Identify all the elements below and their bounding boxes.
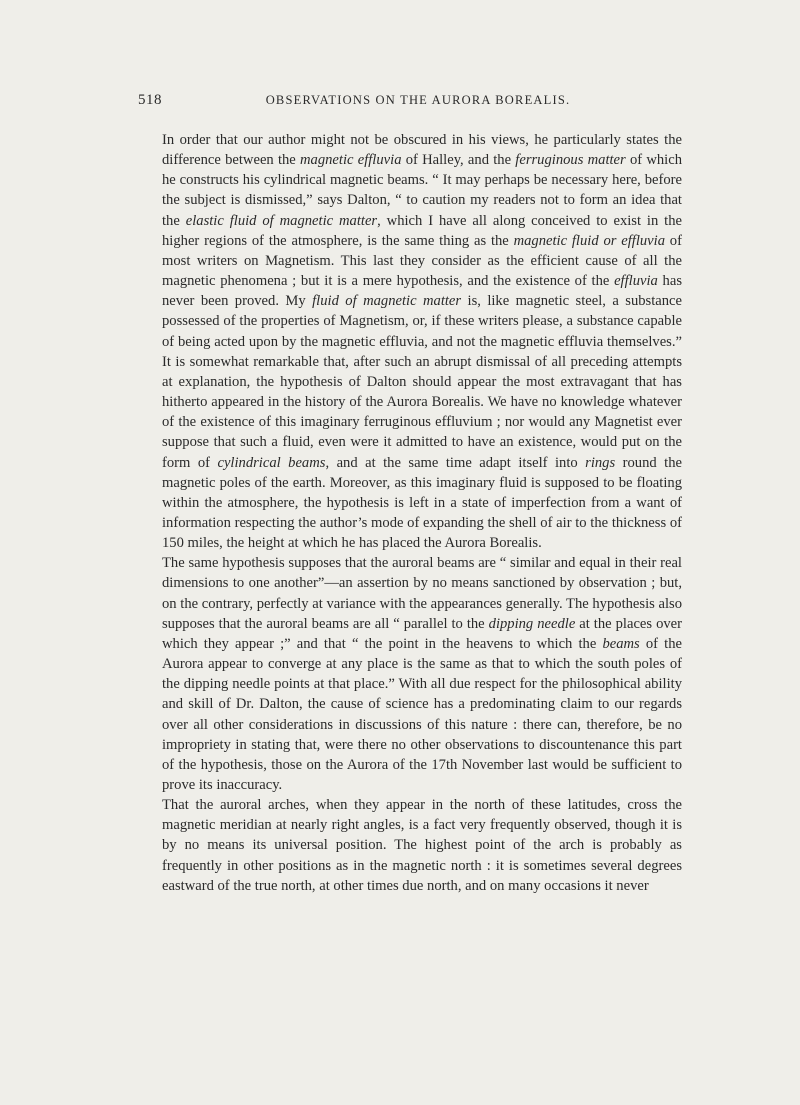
text-run: , which I have all along conceived to exist in the higher regions of the atmosphere, is the same thing as the — [162, 212, 682, 249]
text-run: has never been proved. My — [162, 273, 683, 310]
running-head: OBSERVATIONS ON THE AURORA BOREALIS. — [265, 93, 571, 107]
page-number: 518 — [138, 92, 162, 108]
italic-text: dipping needle — [488, 615, 576, 632]
italic-text: beams — [602, 635, 640, 652]
text-run: round the magnetic poles of the earth. Moreover, as this imaginary fluid is supposed to be floating within the atmosphere, the hypothesis is left in a state of imperfection from a want of information respecting the author’s mode of expanding the shell of air to the thickness of 150 miles, the height at which he has placed the Aurora Borealis. — [162, 454, 682, 552]
italic-text: fluid of magnetic matter — [312, 293, 462, 310]
text-run: is, like magnetic steel, a substance possessed of the properties of Magnetism, or, if these writers please, a substance capable of being acted upon by the magnetic effluvia, and not the magnetic effluvia themselves.” It is somewhat remarkable that, after such an abrupt dismissal of all preceding attempts at explanation, the hypothesis of Dalton should appear the most extravagant that has hitherto appeared in the history of the Aurora Borealis. We have no knowledge whatever of the existence of this imaginary ferruginous effluvium ; nor would any Magnetist ever suppose that such a fluid, even were it admitted to have an existence, would put on the form of — [162, 293, 683, 471]
paragraph-1 — [162, 130, 682, 553]
paragraph-2 — [162, 553, 682, 795]
italic-text: cylindrical beams — [217, 454, 326, 471]
text-run: of which he constructs his cylindrical magnetic beams. “ It may perhaps be necessary here, before the subject is dismissed,” says Dalton, “ to caution my readers not to form an idea that the — [162, 152, 682, 229]
page-header — [138, 92, 698, 114]
text-run: , and at the same time adapt itself into — [325, 454, 586, 471]
text-run: That the auroral arches, when they appear in the north of these latitudes, cross the magnetic meridian at nearly right angles, is a fact very frequently observed, though it is by no means its universal position. The highest point of the arch is probably as frequently in other positions as in the magnetic north : it is sometimes several degrees eastward of the true north, at other times due north, and on many occasions it never — [162, 797, 682, 894]
italic-text: magnetic effluvia — [300, 152, 402, 169]
italic-text: effluvia — [614, 273, 658, 290]
text-run: The same hypothesis supposes that the auroral beams are “ similar and equal in their real dimensions to one another”—an assertion by no means sanctioned by observation ; but, on the contrary, perfectly at variance with the appearances generally. The hypothesis also supposes that the auroral beams are all “ parallel to the — [162, 555, 682, 632]
text-run: of the Aurora appear to converge at any place is the same as that to which the south poles of the dipping needle points at that place.” With all due respect for the philosophical ability and skill of Dr. Dalton, the cause of science has a predominating claim to our regards over all other considerations in discussions of this nature : there can, therefore, be no impropriety in stating that, were there no other observations to discountenance this part of the hypothesis, those on the Aurora of the 17th November last would be sufficient to prove its inaccuracy. — [162, 635, 682, 793]
italic-text: ferruginous matter — [515, 152, 626, 169]
text-run: of most writers on Magnetism. This last they consider as the efficient cause of all the magnetic phenomena ; but it is a mere hypothesis, and the existence of the — [162, 232, 682, 290]
text-run: of Halley, and the — [401, 152, 516, 169]
text-run: at the places over which they appear ;” and that “ the point in the heavens to which the — [162, 615, 682, 652]
italic-text: elastic fluid of magnetic matter — [185, 212, 378, 229]
italic-text: rings — [585, 454, 616, 471]
text-run: In order that our author might not be obscured in his views, he particularly states the difference between the — [162, 132, 682, 169]
paragraph-3 — [162, 795, 682, 896]
body-text — [162, 130, 682, 896]
italic-text: magnetic fluid or effluvia — [513, 232, 665, 249]
